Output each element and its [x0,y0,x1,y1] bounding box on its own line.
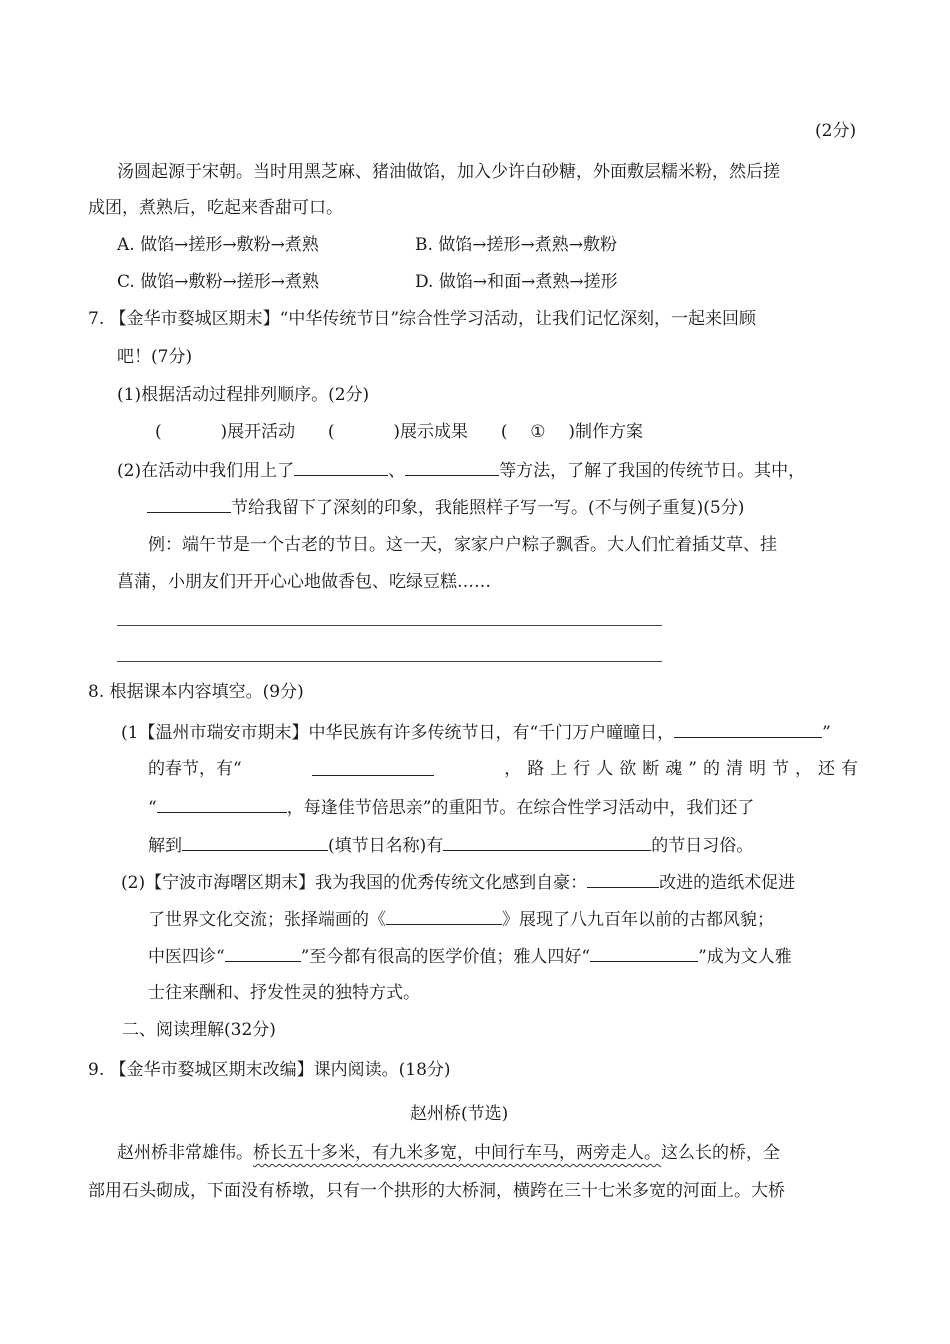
q8-s2-text-c: 了世界文化交流；张择端画的《 [148,910,386,930]
q8-s2-text-g: ”成为文人雅 [698,947,792,967]
q6-option-c[interactable]: C. 做馅→敷粉→搓形→煮熟 [117,272,319,292]
q8-s1-text-b: ” [822,723,831,743]
q6-passage-line1: 汤圆起源于宋朝。当时用黑芝麻、猪油做馅，加入少许白砂糖，外面敷层糯米粉，然后搓 [117,162,780,182]
q8-s2-text-a: (2)【宁波市海曙区期末】我为我国的优秀传统文化感到自豪： [121,873,588,893]
q6-score: (2分) [815,121,857,141]
festival-blank[interactable] [147,494,231,513]
q8-s2-line3 [148,943,792,969]
q8-s2-text-e: 中医四诊“ [148,947,225,967]
q8-s1-line1 [121,719,831,745]
q8-s1-line2 [148,757,864,781]
passage-line2: 部用石头砌成，下面没有桥墩，只有一个拱形的大桥洞，横跨在三十七米多宽的河面上。大桥 [88,1181,785,1201]
q8-s1-text-h: (填节日名称)有 [328,836,444,856]
writing-line-2[interactable] [117,661,662,662]
q8-s1-text-g: 解到 [148,836,182,856]
q8-s2-text-d: 》展现了八九百年以前的古都风貌； [502,910,774,930]
order-label-3: )制作方案 [568,422,643,442]
order-label-2: )展示成果 [393,422,468,442]
q8-s1-text-c: 的春节，有“ [148,759,242,779]
method-blank-1[interactable] [294,457,388,476]
q7-sub2-line2 [147,494,744,520]
order-open-1: ( [155,422,162,442]
wavy-underlined-sentence: 桥长五十多米，有九米多宽，中间行车马，两旁走人。 [253,1143,661,1163]
order-label-1: )展开活动 [220,422,296,442]
q7-sub2-text-a: (2)在活动中我们用上了 [117,461,295,481]
passage-line1 [117,1141,780,1165]
q8-s2-text-f: ”至今都有很高的医学价值；雅人四好“ [300,947,591,967]
q8-s1-text-f: ，每逢佳节倍思亲”的重阳节。在综合性学习活动中，我们还了 [286,798,755,818]
q7-sub2-text-c: 节给我留下了深刻的印象，我能照样子写一写。(不与例子重复)(5分) [231,498,745,518]
q8-s2-line2 [148,906,774,932]
q8-s2-line1 [121,869,795,895]
writing-line-1[interactable] [117,625,662,626]
q7-sub1: (1)根据活动过程排列顺序。(2分) [117,385,370,405]
method-blank-2[interactable] [405,457,499,476]
q7-stem-line2: 吧！(7分) [117,347,193,367]
q8-s1-text-i: 的节日习俗。 [651,836,754,856]
q7-order-row [155,420,643,444]
q8-s1-line3 [148,794,754,820]
poem-blank-3[interactable] [157,794,287,813]
q6-option-b[interactable]: B. 做馅→搓形→煮熟→敷粉 [415,235,618,255]
order-open-3: ( [500,422,508,442]
q6-option-d[interactable]: D. 做馅→和面→煮熟→搓形 [415,272,618,292]
diagnosis-blank[interactable] [225,943,301,962]
q8-s1-text-e: “ [148,798,157,818]
passage-text-b: 这么长的桥，全 [661,1143,780,1163]
painting-blank[interactable] [386,906,502,925]
order-answer-3: ① [530,422,546,442]
poem-blank-2[interactable] [312,757,434,776]
q8-s1-line4 [148,832,753,858]
q7-sub2-sep: 、 [388,461,406,481]
q7-example-line1: 例：端午节是一个古老的节日。这一天，家家户户粽子飘香。大人们忙着插艾草、挂 [148,535,777,555]
q7-sub2-text-b: 等方法，了解了我国的传统节日。其中， [499,461,806,481]
q6-passage-line2: 成团，煮熟后，吃起来香甜可口。 [88,198,343,218]
hobbies-blank[interactable] [590,943,698,962]
q7-sub2-line1 [117,457,805,483]
passage-title: 赵州桥(节选) [410,1104,509,1124]
q7-stem-line1: 7. 【金华市婺城区期末】“中华传统节日”综合性学习活动，让我们记忆深刻，一起来回顾 [88,309,757,329]
poem-blank-1[interactable] [674,719,822,738]
q8-title: 8. 根据课本内容填空。(9分) [88,682,304,702]
festival-name-blank[interactable] [182,832,328,851]
q6-option-a[interactable]: A. 做馅→搓形→敷粉→煮熟 [117,235,319,255]
passage-text-a: 赵州桥非常雄伟。 [117,1143,253,1163]
custom-blank[interactable] [443,832,651,851]
q8-s1-text-d: ，路上行人欲断魂”的清明节，还有 [504,759,864,779]
q8-s2-text-b: 改进的造纸术促进 [659,873,796,893]
q8-s2-line4: 士往来酬和、抒发性灵的独特方式。 [148,983,420,1003]
inventor-blank[interactable] [587,869,659,888]
q8-s1-text-a: (1【温州市瑞安市期末】中华民族有许多传统节日，有“千门万户曈曈日， [121,723,675,743]
section-heading-reading: 二、阅读理解(32分) [122,1020,276,1040]
q9-title: 9. 【金华市婺城区期末改编】课内阅读。(18分) [88,1060,451,1080]
order-open-2: ( [327,422,335,442]
q7-example-line2: 菖蒲，小朋友们开开心心地做香包、吃绿豆糕…… [117,572,491,592]
